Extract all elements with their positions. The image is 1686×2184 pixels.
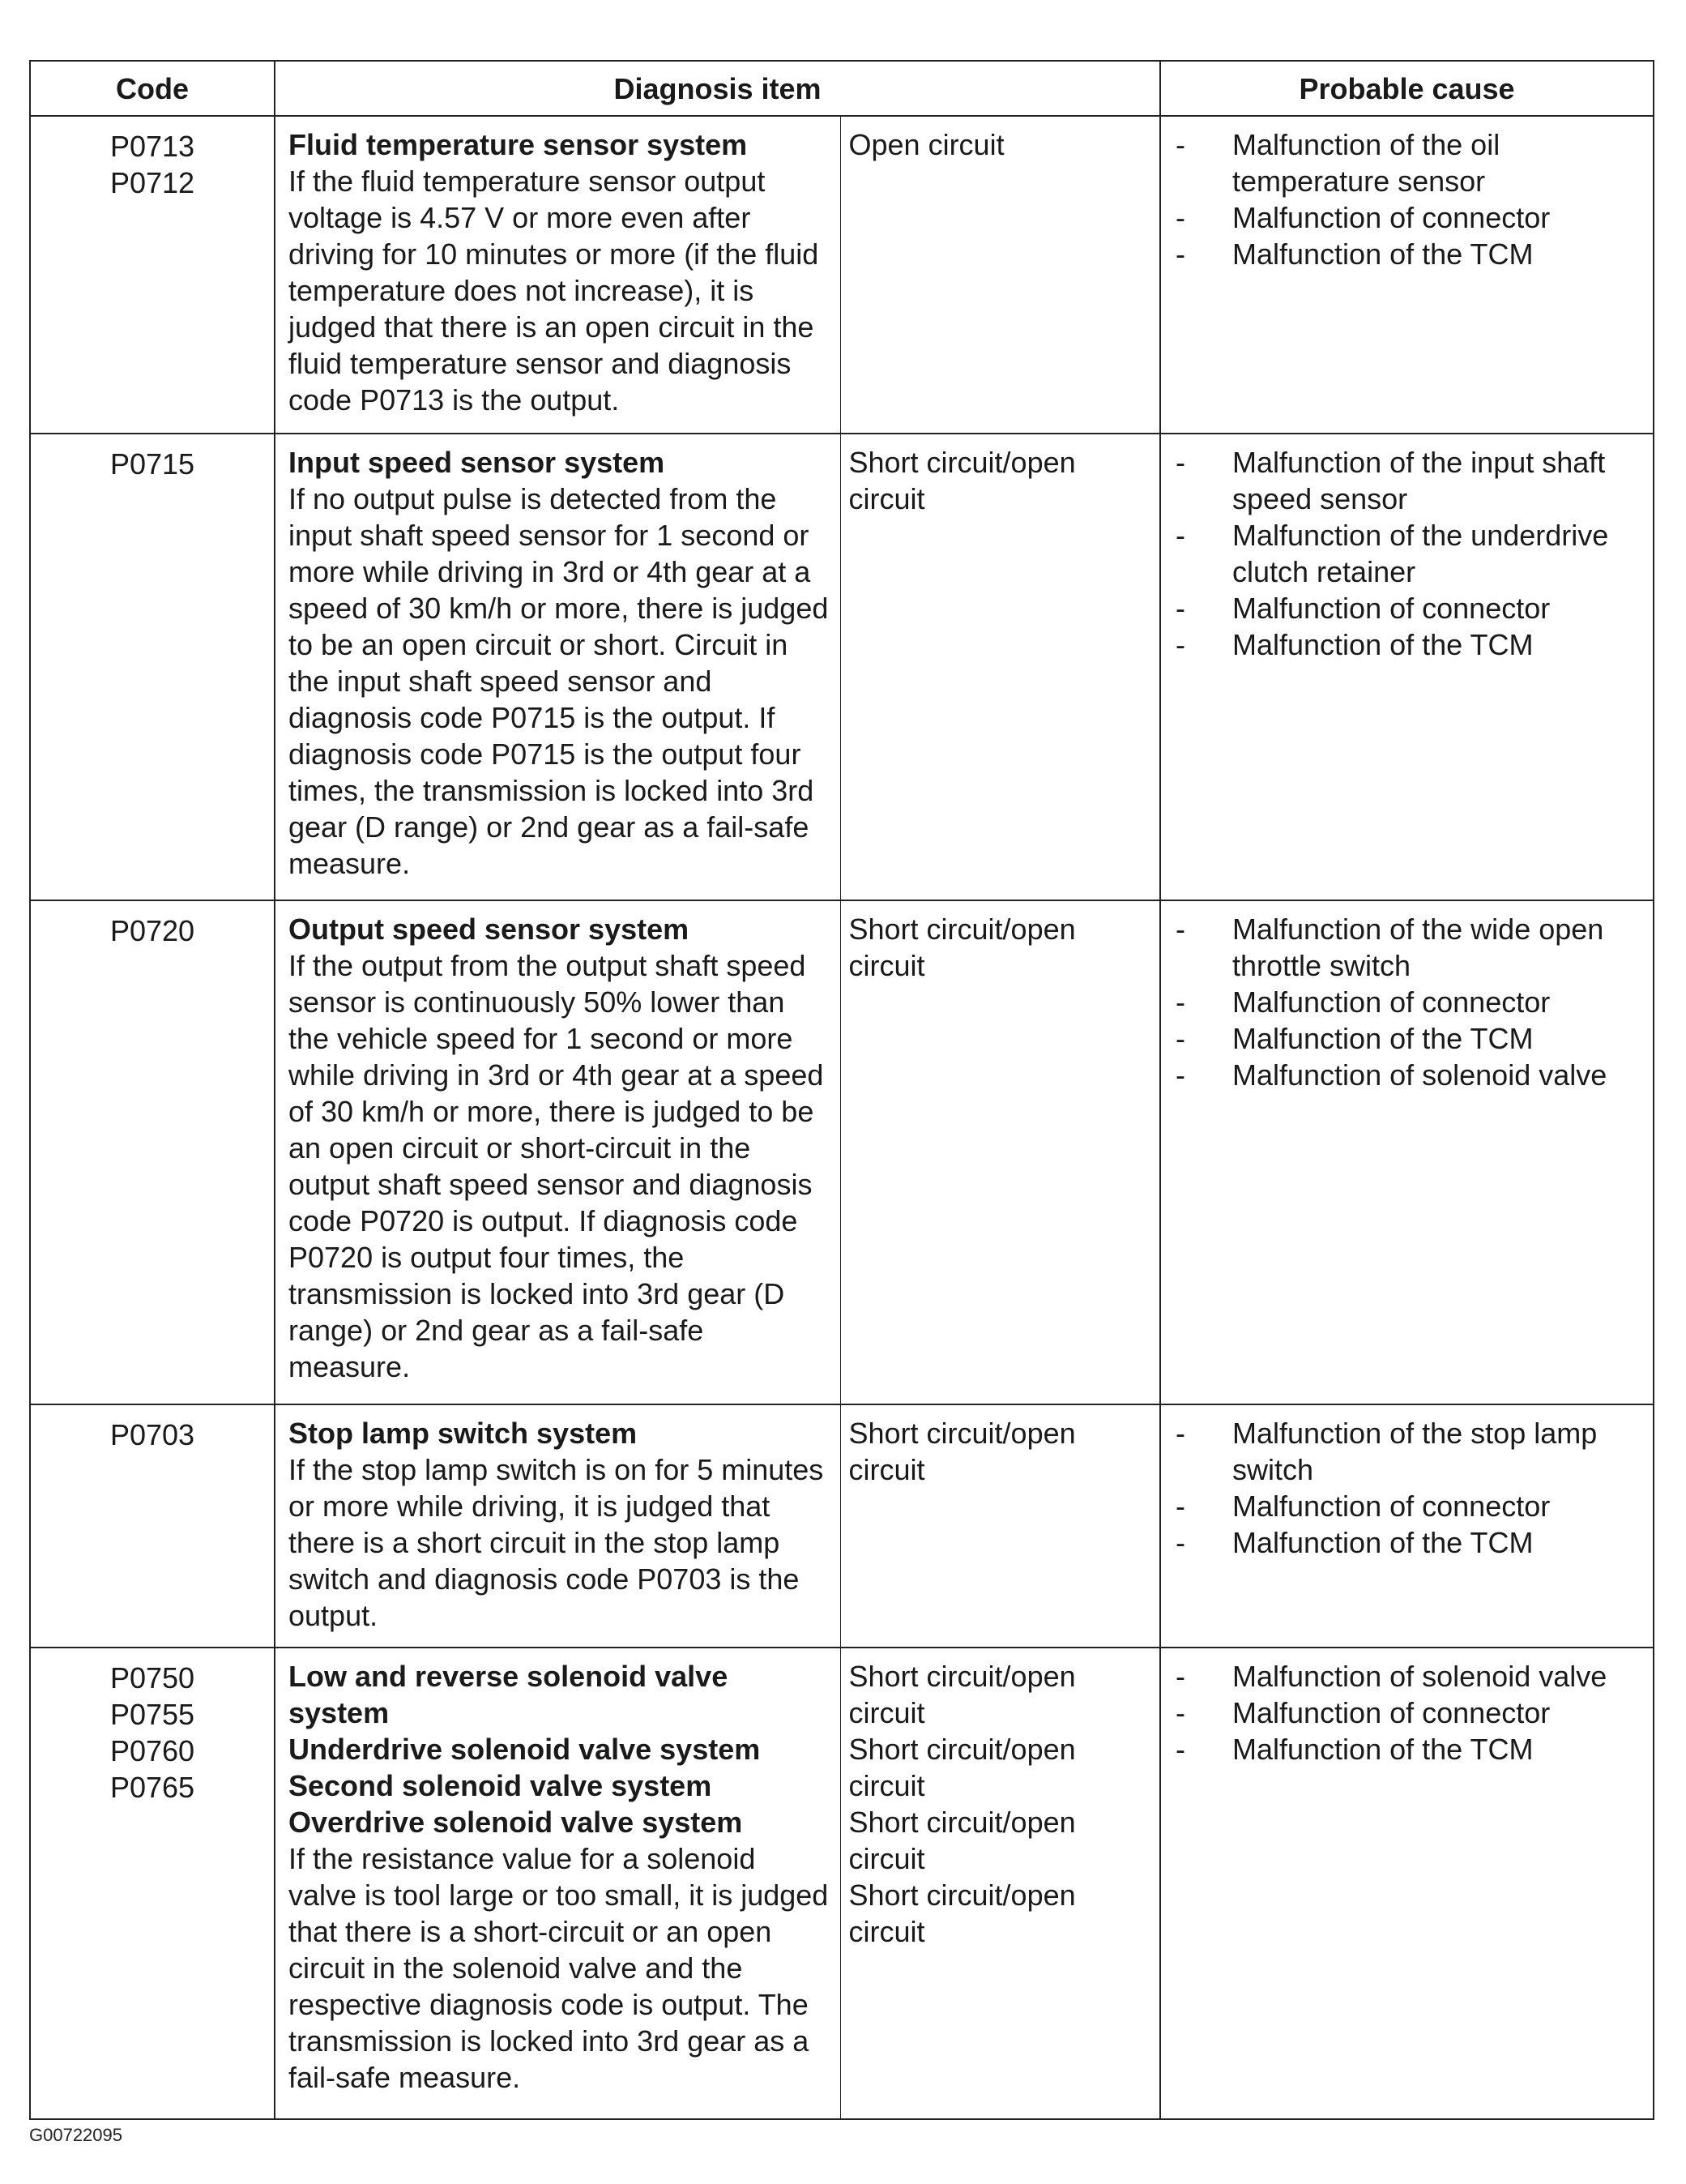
code-cell — [30, 900, 275, 1404]
dash-bullet: - — [1176, 201, 1185, 234]
dash-bullet: - — [1176, 985, 1185, 1019]
diagnosis-item-cell — [275, 116, 840, 434]
diagnosis-item-title: Low and reverse solenoid valve system — [288, 1660, 728, 1729]
probable-cause-item — [1176, 1695, 1641, 1731]
dash-bullet: - — [1176, 1733, 1185, 1766]
probable-cause-text: Malfunction of the oil temperature sensor — [1232, 128, 1500, 198]
diagnosis-code: P0765 — [109, 1771, 195, 1804]
probable-cause-item — [1176, 1057, 1641, 1093]
circuit-type: Short circuit/open circuit — [848, 1806, 1076, 1875]
header-probable-cause: Probable cause — [1160, 61, 1654, 116]
table-row — [30, 434, 1654, 900]
dash-bullet: - — [1176, 592, 1185, 625]
diagnosis-code: P0720 — [109, 914, 195, 947]
dash-bullet: - — [1176, 1489, 1185, 1523]
diagnosis-code: P0712 — [109, 166, 195, 199]
probable-cause-cell — [1160, 900, 1654, 1404]
probable-cause-text: Malfunction of connector — [1232, 1696, 1551, 1729]
diagnosis-item-title: Second solenoid valve system — [288, 1769, 712, 1802]
dash-bullet: - — [1176, 1660, 1185, 1693]
dash-bullet: - — [1176, 519, 1185, 552]
probable-cause-text: Malfunction of connector — [1232, 201, 1551, 234]
probable-cause-text: Malfunction of the TCM — [1232, 1022, 1534, 1055]
diagnosis-item-cell — [275, 434, 840, 900]
circuit-type: Short circuit/open circuit — [848, 1417, 1076, 1486]
circuit-type-cell — [840, 1404, 1160, 1648]
probable-cause-text: Malfunction of the TCM — [1232, 1526, 1534, 1559]
probable-cause-cell — [1160, 116, 1654, 434]
dash-bullet: - — [1176, 1696, 1185, 1729]
circuit-type: Open circuit — [848, 128, 1005, 161]
diagnosis-item-title: Stop lamp switch system — [288, 1417, 638, 1450]
header-row — [30, 61, 1654, 116]
diagnosis-item-title: Underdrive solenoid valve system — [288, 1733, 761, 1766]
dash-bullet: - — [1176, 1417, 1185, 1450]
circuit-type-cell — [840, 434, 1160, 900]
table-row — [30, 1648, 1654, 2119]
figure-id: G00722095 — [29, 2125, 122, 2145]
probable-cause-list — [1176, 444, 1641, 663]
probable-cause-list — [1176, 126, 1641, 272]
probable-cause-cell — [1160, 1648, 1654, 2119]
probable-cause-item — [1176, 444, 1641, 517]
probable-cause-item — [1176, 590, 1641, 626]
probable-cause-text: Malfunction of connector — [1232, 592, 1551, 625]
circuit-type: Short circuit/open circuit — [848, 446, 1076, 515]
code-cell — [30, 1648, 275, 2119]
dash-bullet: - — [1176, 128, 1185, 161]
probable-cause-text: Malfunction of solenoid valve — [1232, 1660, 1607, 1693]
probable-cause-item — [1176, 126, 1641, 199]
probable-cause-item — [1176, 1020, 1641, 1057]
probable-cause-text: Malfunction of the underdrive clutch retainer — [1232, 519, 1609, 588]
diagnosis-code: P0703 — [109, 1418, 195, 1451]
circuit-type-cell — [840, 116, 1160, 434]
probable-cause-item — [1176, 199, 1641, 236]
circuit-type: Short circuit/open circuit — [848, 912, 1076, 982]
diagnosis-code: P0755 — [109, 1698, 195, 1731]
diagnosis-code: P0715 — [109, 447, 195, 481]
probable-cause-text: Malfunction of connector — [1232, 985, 1551, 1019]
probable-cause-list — [1176, 1415, 1641, 1561]
circuit-type: Short circuit/open circuit — [848, 1878, 1076, 1948]
probable-cause-cell — [1160, 434, 1654, 900]
dash-bullet: - — [1176, 1526, 1185, 1559]
code-cell — [30, 1404, 275, 1648]
probable-cause-item — [1176, 1658, 1641, 1695]
probable-cause-item — [1176, 236, 1641, 272]
diagnosis-item-title: Input speed sensor system — [288, 446, 665, 479]
probable-cause-list — [1176, 911, 1641, 1093]
header-code: Code — [30, 61, 275, 116]
probable-cause-text: Malfunction of connector — [1232, 1489, 1551, 1523]
probable-cause-item — [1176, 517, 1641, 590]
probable-cause-text: Malfunction of the TCM — [1232, 628, 1534, 661]
dash-bullet: - — [1176, 628, 1185, 661]
diagnosis-item-title: Overdrive solenoid valve system — [288, 1806, 743, 1839]
circuit-type: Short circuit/open circuit — [848, 1660, 1076, 1729]
code-cell — [30, 116, 275, 434]
probable-cause-item — [1176, 1731, 1641, 1767]
probable-cause-list — [1176, 1658, 1641, 1767]
code-cell — [30, 434, 275, 900]
probable-cause-item — [1176, 626, 1641, 663]
probable-cause-item — [1176, 1488, 1641, 1524]
diagnosis-item-description: If the stop lamp switch is on for 5 minutes or more while driving, it is judged that there is a short circuit in the stop lamp switch and diagnosis code P0703 is the output. — [288, 1453, 824, 1632]
probable-cause-item — [1176, 984, 1641, 1020]
diagnosis-item-description: If the fluid temperature sensor output voltage is 4.57 V or more even after driving for 10 minutes or more (if the fluid temperature does not increase), it is judged that there is an open circuit in the fluid temperature sensor and diagnosis code P0713 is the output. — [288, 165, 819, 417]
probable-cause-text: Malfunction of the TCM — [1232, 237, 1534, 271]
header-diagnosis-item: Diagnosis item — [275, 61, 1160, 116]
probable-cause-text: Malfunction of the TCM — [1232, 1733, 1534, 1766]
diagnosis-item-title: Output speed sensor system — [288, 912, 689, 946]
probable-cause-text: Malfunction of the stop lamp switch — [1232, 1417, 1598, 1486]
circuit-type-cell — [840, 900, 1160, 1404]
circuit-type: Short circuit/open circuit — [848, 1733, 1076, 1802]
probable-cause-text: Malfunction of solenoid valve — [1232, 1058, 1607, 1092]
table-row — [30, 116, 1654, 434]
probable-cause-text: Malfunction of the wide open throttle switch — [1232, 912, 1604, 982]
dash-bullet: - — [1176, 912, 1185, 946]
table-row — [30, 900, 1654, 1404]
dash-bullet: - — [1176, 237, 1185, 271]
probable-cause-cell — [1160, 1404, 1654, 1648]
diagnosis-item-cell — [275, 1648, 840, 2119]
diagnosis-item-cell — [275, 1404, 840, 1648]
diagnosis-code: P0713 — [109, 130, 195, 163]
table-row — [30, 1404, 1654, 1648]
diagnosis-item-cell — [275, 900, 840, 1404]
diagnosis-code: P0760 — [109, 1734, 195, 1767]
diagnosis-item-title: Fluid temperature sensor system — [288, 128, 748, 161]
diagnosis-item-description: If no output pulse is detected from the input shaft speed sensor for 1 second or more while driving in 3rd or 4th gear at a speed of 30 km/h or more, there is judged to be an open circuit or short. Circuit in the input shaft speed sensor and diagnosis code P0715 is the output. If diagnosis code P0715 is the output four times, the transmission is locked into 3rd gear (D range) or 2nd gear as a fail-safe measure. — [288, 482, 829, 880]
diagnosis-item-description: If the output from the output shaft speed sensor is continuously 50% lower than the vehicle speed for 1 second or more while driving in 3rd or 4th gear at a speed of 30 km/h or more, there is judged to be an open circuit or short-circuit in the output shaft speed sensor and diagnosis code P0720 is output. If diagnosis code P0720 is output four times, the transmission is locked into 3rd gear (D range) or 2nd gear as a fail-safe measure. — [288, 949, 824, 1383]
diagnosis-item-description: If the resistance value for a solenoid valve is tool large or too small, it is judged that there is a short-circuit or an open circuit in the solenoid valve and the respective diagnosis code is output. The transmission is locked into 3rd gear as a fail-safe measure. — [288, 1842, 829, 2094]
dash-bullet: - — [1176, 1022, 1185, 1055]
table-body — [30, 116, 1654, 2119]
probable-cause-item — [1176, 1524, 1641, 1561]
circuit-type-cell — [840, 1648, 1160, 2119]
dash-bullet: - — [1176, 446, 1185, 479]
diagnosis-code: P0750 — [109, 1661, 195, 1695]
dash-bullet: - — [1176, 1058, 1185, 1092]
diagnosis-table — [29, 60, 1654, 2120]
probable-cause-text: Malfunction of the input shaft speed sensor — [1232, 446, 1606, 515]
probable-cause-item — [1176, 911, 1641, 984]
probable-cause-item — [1176, 1415, 1641, 1488]
